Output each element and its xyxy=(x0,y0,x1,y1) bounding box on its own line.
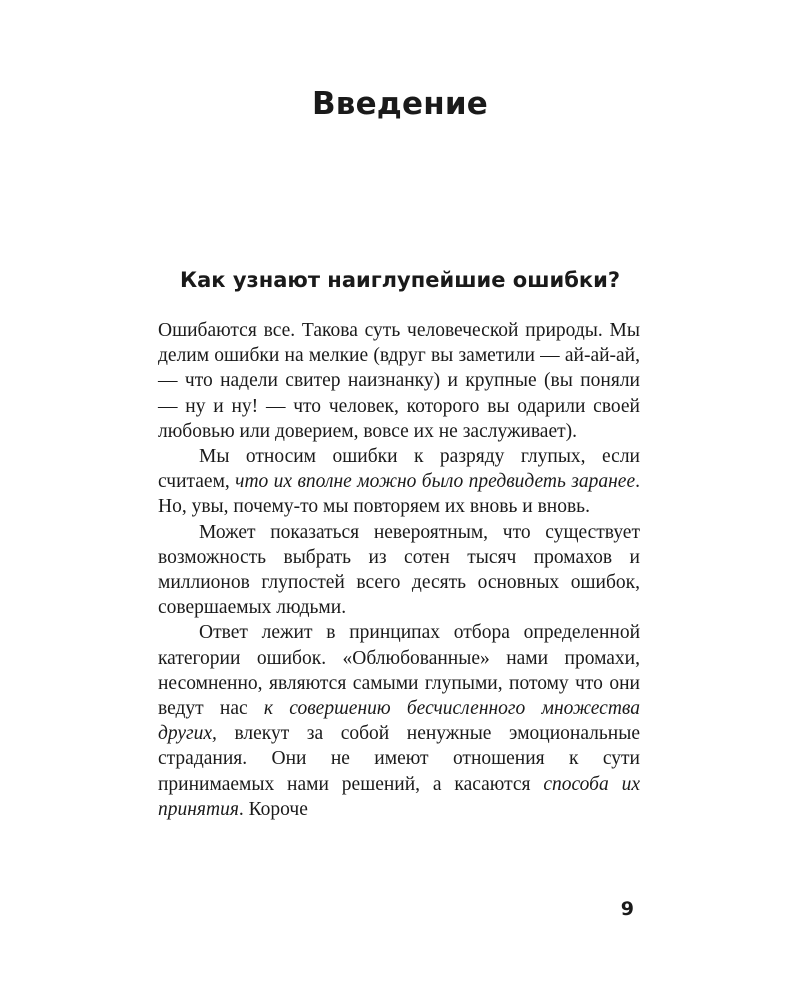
paragraph-4-italic-b: способа их принятия xyxy=(158,773,640,820)
paragraph-4-text-a: Ответ лежит в принципах отбора определенной категории ошибок. «Облюбованные» нами промахи, несомненно, являются самыми глупыми, потому что они ведут нас xyxy=(158,622,640,720)
paragraph-1 xyxy=(158,318,640,444)
paragraph-2-italic: что их вполне можно было предвидеть заранее xyxy=(235,471,636,493)
paragraph-1-text: Ошибаются все. Такова суть человеческой природы. Мы делим ошибки на мелкие (вдруг вы заметили — ай-ай-ай, — что надели свитер наизнанку) и крупные (вы поняли — ну и ну! — что человек, которого вы одарили своей любовью или доверием, вовсе их не заслуживает). xyxy=(158,320,640,442)
paragraph-2-text-a: Мы относим ошибки к разряду глупых, если считаем, xyxy=(158,446,640,493)
paragraph-4-text-c: . Короче xyxy=(238,798,308,820)
page-title: Введение xyxy=(311,86,489,122)
page-number: 9 xyxy=(620,898,634,920)
paragraph-2 xyxy=(158,444,640,520)
paragraph-4-italic-a: к совершению бесчисленного множества других, xyxy=(158,698,640,745)
paragraph-4 xyxy=(158,620,640,822)
paragraph-3-text: Может показаться невероятным, что существует возможность выбрать из сотен тысяч промахов и миллионов глупостей всего десять основных ошибок, совершаемых людьми. xyxy=(158,521,640,619)
body-text xyxy=(158,318,640,822)
paragraph-2-text-b: . Но, увы, почему-то мы повторяем их вновь и вновь. xyxy=(158,471,640,518)
paragraph-4-text-b: влекут за собой ненужные эмоциональные страдания. Они не имеют отношения к сути принимаемых нами решений, а касаются xyxy=(158,723,640,795)
section-heading: Как узнают наиглупейшие ошибки? xyxy=(179,268,621,292)
paragraph-3 xyxy=(158,520,640,621)
